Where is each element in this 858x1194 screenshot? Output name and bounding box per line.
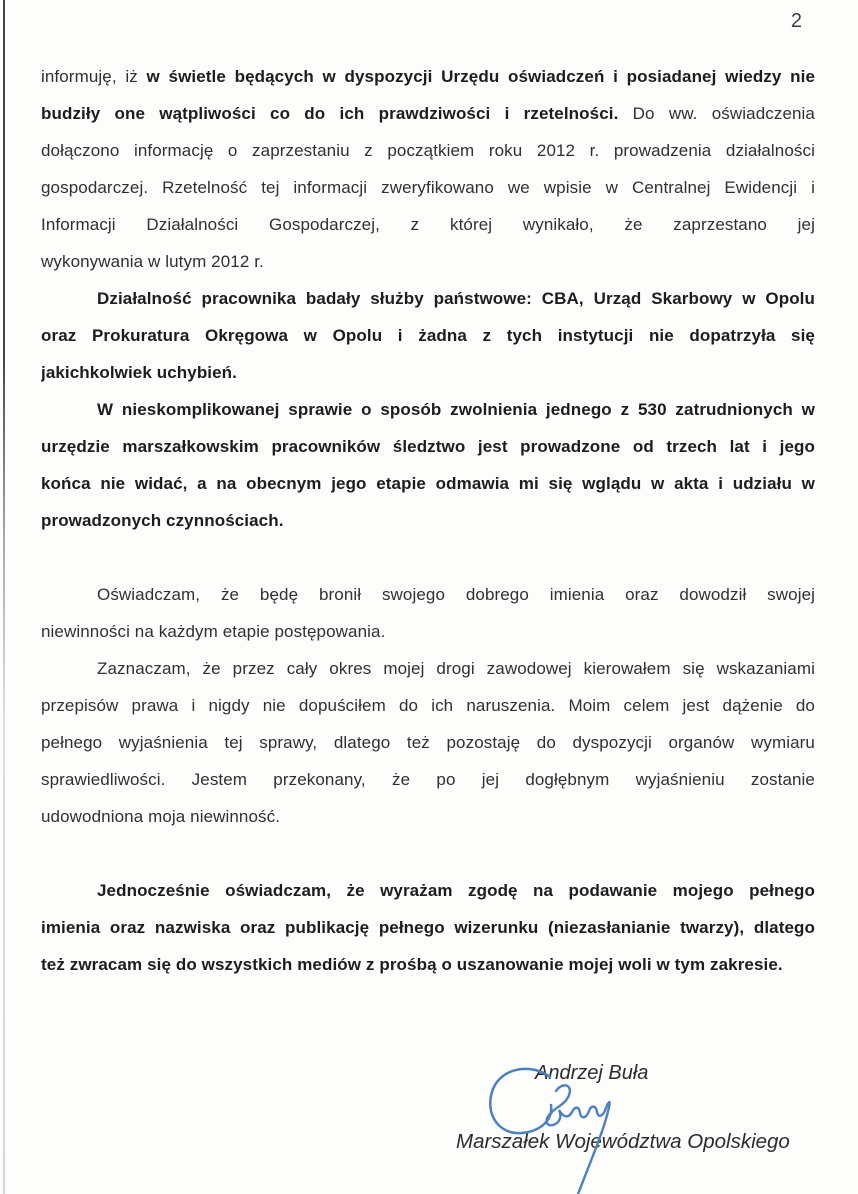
text-line <box>41 354 815 391</box>
text-segment: Informacji Działalności Gospodarczej, z której wynikało, że zaprzestano jej <box>41 215 815 234</box>
text-line <box>41 576 815 613</box>
text-segment: sprawiedliwości. Jestem przekonany, że po jej dogłębnym wyjaśnieniu zostanie <box>41 770 815 789</box>
text-line <box>41 761 815 798</box>
text-segment: gospodarczej. Rzetelność tej informacji zweryfikowano we wpisie w Centralnej Ewidencji i <box>41 178 815 197</box>
handwritten-signature-icon <box>480 1055 650 1194</box>
text-segment: też zwracam się do wszystkich mediów z prośbą o uszanowanie mojej woli w tym zakresie. <box>41 955 783 974</box>
text-line <box>41 243 815 280</box>
paragraph-zgoda-media <box>41 872 815 983</box>
text-segment: Zaznaczam, że przez cały okres mojej drogi zawodowej kierowałem się wskazaniami <box>97 659 815 678</box>
text-line <box>41 206 815 243</box>
text-line <box>41 909 815 946</box>
text-segment: Działalność pracownika badały służby państwowe: CBA, Urząd Skarbowy w Opolu <box>97 289 815 308</box>
text-segment: niewinności na każdym etapie postępowania. <box>41 622 386 641</box>
text-line <box>41 687 815 724</box>
text-segment: oraz Prokuratura Okręgowa w Opolu i żadna z tych instytucji nie dopatrzyła się <box>41 326 815 345</box>
text-segment: przepisów prawa i nigdy nie dopuściłem do ich naruszenia. Moim celem jest dążenie do <box>41 696 815 715</box>
text-segment: pełnego wyjaśnienia tej sprawy, dlatego też pozostaję do dyspozycji organów wymiaru <box>41 733 815 752</box>
text-segment: imienia oraz nazwiska oraz publikację pełnego wizerunku (niezasłanianie twarzy), dlatego <box>41 918 815 937</box>
text-segment: Do ww. oświadczenia <box>618 104 815 123</box>
page-number: 2 <box>790 10 802 32</box>
paragraph-zaznaczam <box>41 650 815 835</box>
scan-edge-artifact <box>3 0 5 1194</box>
text-line <box>41 798 815 835</box>
text-line <box>41 613 815 650</box>
text-line <box>41 724 815 761</box>
text-line <box>41 317 815 354</box>
text-segment: Oświadczam, że będę bronił swojego dobrego imienia oraz dowodził swojej <box>97 585 815 604</box>
signatory-name: Andrzej Buła <box>535 1062 649 1084</box>
text-segment: końca nie widać, a na obecnym jego etapie odmawia mi się wglądu w akta i udziału w <box>41 474 815 493</box>
text-line <box>41 428 815 465</box>
paragraph-oswiadczenia <box>41 58 815 280</box>
paragraph-oswiadczam <box>41 576 815 650</box>
text-segment: prowadzonych czynnościach. <box>41 511 284 530</box>
text-line <box>41 132 815 169</box>
text-segment: udowodniona moja niewinność. <box>41 807 281 826</box>
text-line <box>41 391 815 428</box>
text-segment: wykonywania w lutym 2012 r. <box>41 252 264 271</box>
text-segment: dołączono informację o zaprzestaniu z początkiem roku 2012 r. prowadzenia działalności <box>41 141 815 160</box>
paragraph-sledztwo <box>41 391 815 539</box>
signatory-title: Marszałek Województwa Opolskiego <box>456 1130 790 1153</box>
text-line <box>41 169 815 206</box>
text-segment: informuję, iż <box>41 67 147 86</box>
text-line <box>41 946 815 983</box>
text-segment: Jednocześnie oświadczam, że wyrażam zgodę na podawanie mojego pełnego <box>97 881 815 900</box>
text-segment: W nieskomplikowanej sprawie o sposób zwolnienia jednego z 530 zatrudnionych w <box>97 400 815 419</box>
text-line <box>41 650 815 687</box>
text-segment: w świetle będących w dyspozycji Urzędu oświadczeń i posiadanej wiedzy nie <box>146 67 815 86</box>
text-line <box>41 502 815 539</box>
text-segment: jakichkolwiek uchybień. <box>41 363 237 382</box>
text-segment: budziły one wątpliwości co do ich prawdziwości i rzetelności. <box>41 104 619 123</box>
text-segment: urzędzie marszałkowskim pracowników śledztwo jest prowadzone od trzech lat i jego <box>41 437 815 456</box>
text-line <box>41 280 815 317</box>
text-line <box>41 872 815 909</box>
text-line <box>41 465 815 502</box>
text-line <box>41 58 815 95</box>
paragraph-sluzby-panstwowe <box>41 280 815 391</box>
document-body <box>41 58 815 983</box>
text-line <box>41 95 815 132</box>
